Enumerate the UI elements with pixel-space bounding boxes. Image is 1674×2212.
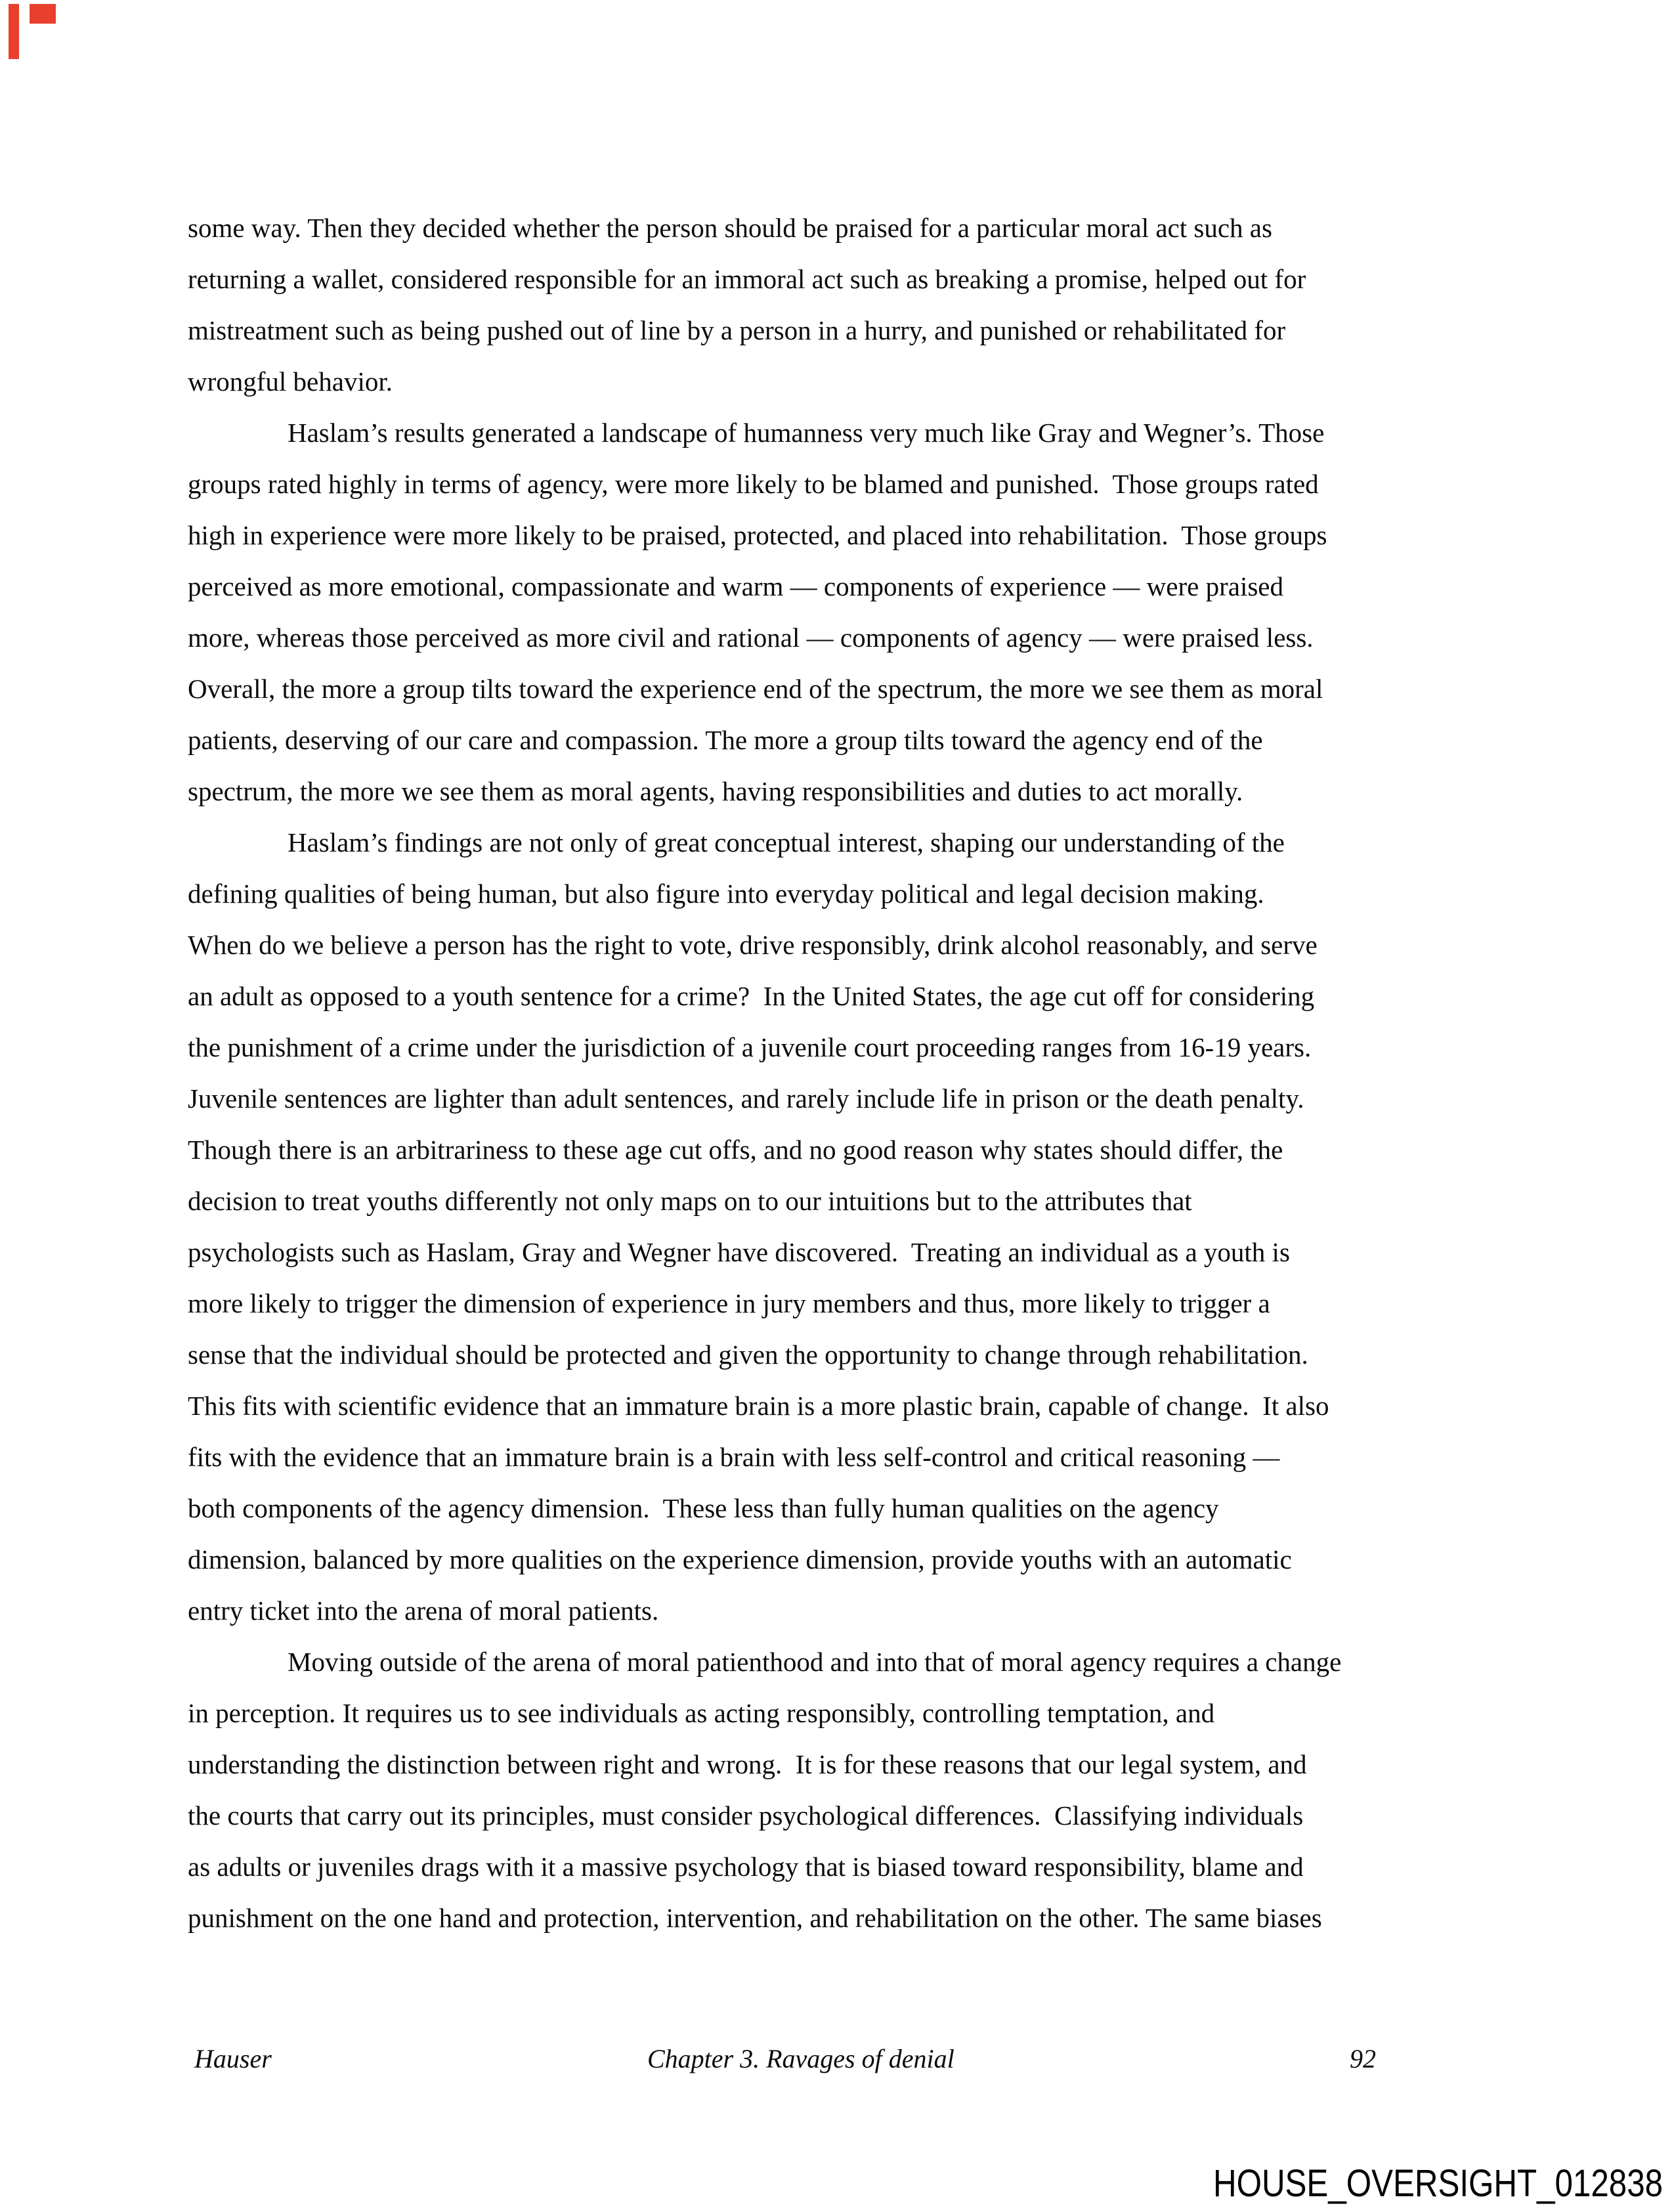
text-line: spectrum, the more we see them as moral agents, having responsibilities and duties to act morally.: [188, 776, 1243, 806]
footer-author: Hauser: [194, 2044, 272, 2073]
text-line: dimension, balanced by more qualities on the experience dimension, provide youths with an automatic: [188, 1544, 1292, 1574]
red-corner-mark-horizontal: [30, 4, 56, 24]
text-line: returning a wallet, considered responsible for an immoral act such as breaking a promise, helped out for: [188, 264, 1306, 294]
text-line: Overall, the more a group tilts toward the experience end of the spectrum, the more we see them as moral: [188, 674, 1323, 704]
text-line: defining qualities of being human, but also figure into everyday political and legal decision making.: [188, 878, 1264, 909]
text-line: understanding the distinction between right and wrong. It is for these reasons that our legal system, and: [188, 1749, 1307, 1779]
text-line: the courts that carry out its principles, must consider psychological differences. Classifying individuals: [188, 1800, 1304, 1831]
footer-chapter-title: Chapter 3. Ravages of denial: [647, 2044, 955, 2073]
footer-page-number: 92: [1350, 2044, 1376, 2073]
body-text: [188, 202, 1495, 1943]
text-line: decision to treat youths differently not only maps on to our intuitions but to the attributes that: [188, 1186, 1192, 1216]
text-line: an adult as opposed to a youth sentence for a crime? In the United States, the age cut off for considering: [188, 981, 1315, 1011]
bates-stamp: HOUSE_OVERSIGHT_012838: [1213, 2162, 1663, 2205]
text-line: entry ticket into the arena of moral patients.: [188, 1595, 659, 1626]
text-line: both components of the agency dimension. These less than fully human qualities on the agency: [188, 1493, 1219, 1523]
text-line: groups rated highly in terms of agency, were more likely to be blamed and punished. Those groups rated: [188, 469, 1319, 499]
text-line: Haslam’s results generated a landscape of humanness very much like Gray and Wegner’s. Those: [288, 418, 1325, 448]
text-line: This fits with scientific evidence that an immature brain is a more plastic brain, capable of change. It also: [188, 1391, 1329, 1421]
text-line: Though there is an arbitrariness to these age cut offs, and no good reason why states should differ, the: [188, 1135, 1283, 1165]
text-line: high in experience were more likely to be praised, protected, and placed into rehabilitation. Those groups: [188, 520, 1327, 550]
body-paragraph: [188, 407, 1495, 817]
text-line: the punishment of a crime under the jurisdiction of a juvenile court proceeding ranges from 16-19 years.: [188, 1032, 1312, 1062]
text-line: more likely to trigger the dimension of experience in jury members and thus, more likely to trigger a: [188, 1288, 1270, 1318]
text-line: punishment on the one hand and protection, intervention, and rehabilitation on the other. The same biases: [188, 1903, 1322, 1933]
text-line: When do we believe a person has the right to vote, drive responsibly, drink alcohol reasonably, and serve: [188, 930, 1318, 960]
text-line: mistreatment such as being pushed out of line by a person in a hurry, and punished or rehabilitated for: [188, 315, 1286, 345]
body-paragraph: [188, 817, 1495, 1636]
text-line: wrongful behavior.: [188, 366, 393, 397]
text-line: some way. Then they decided whether the person should be praised for a particular moral act such as: [188, 213, 1272, 243]
text-line: as adults or juveniles drags with it a massive psychology that is biased toward responsibility, blame and: [188, 1852, 1304, 1882]
text-line: in perception. It requires us to see individuals as acting responsibly, controlling temptation, and: [188, 1698, 1215, 1728]
text-line: more, whereas those perceived as more civil and rational — components of agency — were praised less.: [188, 622, 1314, 653]
text-line: Haslam’s findings are not only of great conceptual interest, shaping our understanding of the: [288, 827, 1285, 857]
body-paragraph: [188, 202, 1495, 407]
text-line: patients, deserving of our care and compassion. The more a group tilts toward the agency end of the: [188, 725, 1263, 755]
text-line: Moving outside of the arena of moral patienthood and into that of moral agency requires a change: [288, 1647, 1342, 1677]
text-line: perceived as more emotional, compassionate and warm — components of experience — were praised: [188, 571, 1283, 601]
red-corner-mark-vertical: [9, 4, 19, 59]
text-line: Juvenile sentences are lighter than adult sentences, and rarely include life in prison or the death penalty.: [188, 1083, 1304, 1114]
body-paragraph: [188, 1636, 1495, 1943]
text-line: sense that the individual should be protected and given the opportunity to change through rehabilitation.: [188, 1339, 1308, 1370]
text-line: psychologists such as Haslam, Gray and Wegner have discovered. Treating an individual as a youth is: [188, 1237, 1290, 1267]
text-line: fits with the evidence that an immature brain is a brain with less self-control and critical reasoning —: [188, 1442, 1280, 1472]
